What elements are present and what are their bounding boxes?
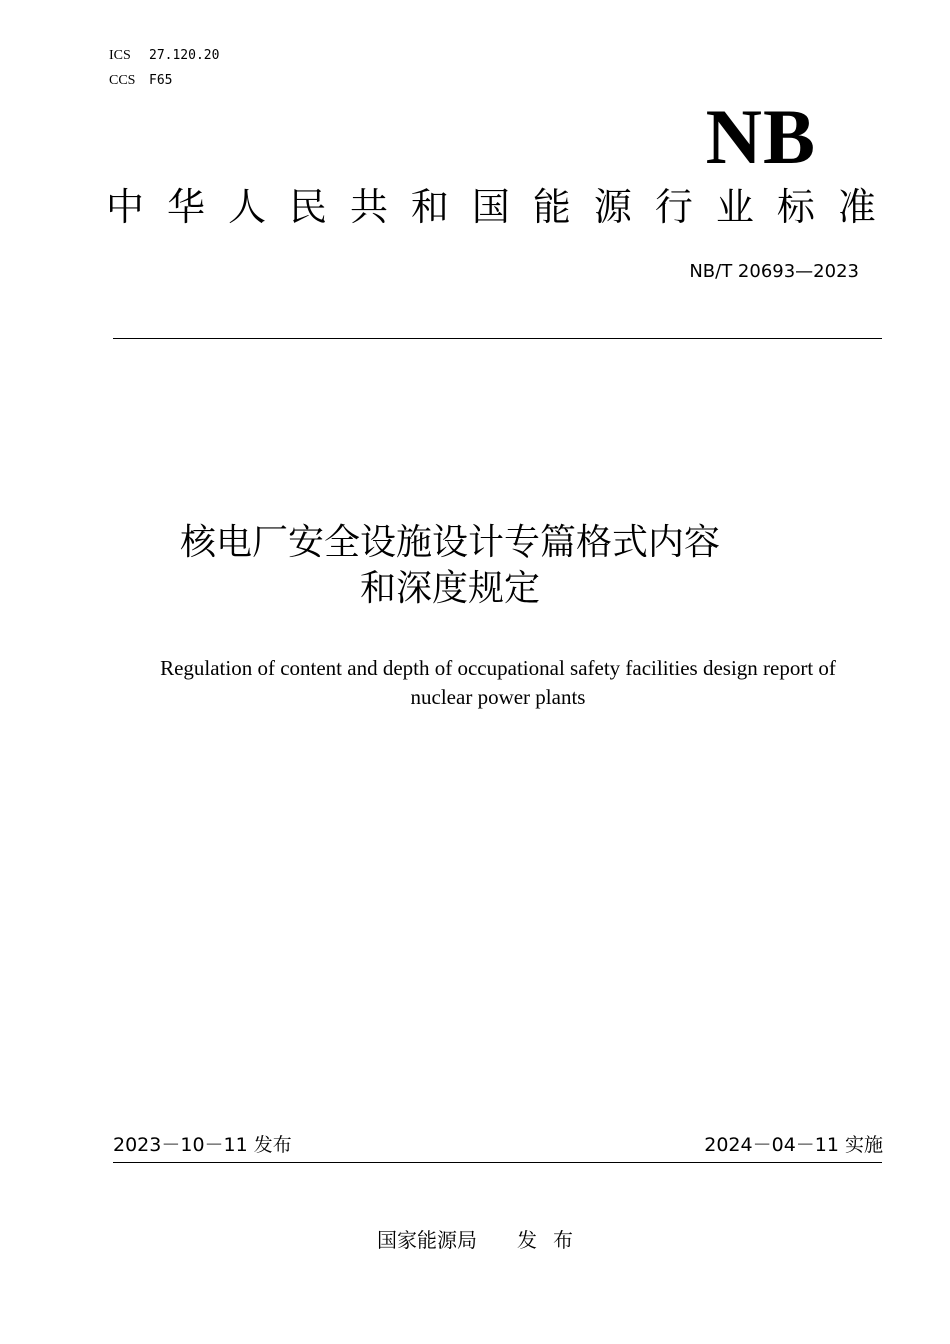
ccs-code: F65 (149, 73, 173, 88)
org-char: 和 (410, 185, 449, 229)
chinese-title-line-1: 核电厂安全设施设计专篇格式内容 (179, 522, 720, 563)
standard-number: NB/T 20693—2023 (689, 261, 859, 282)
english-title (120, 654, 876, 712)
ccs-classification (109, 71, 172, 90)
ics-code: 27.120.20 (149, 48, 220, 63)
header-divider (113, 338, 882, 339)
org-char: 华 (166, 185, 205, 229)
chinese-title (0, 520, 950, 612)
org-char: 行 (654, 185, 693, 229)
ics-classification (109, 46, 219, 65)
ccs-label: CCS (109, 73, 136, 88)
issued-label: 发布 (517, 1228, 589, 1252)
standard-organization-title (106, 184, 876, 230)
org-char: 源 (593, 185, 632, 229)
org-char: 人 (227, 185, 266, 229)
implementation-date: 2024－04－11 实施 (704, 1134, 883, 1156)
org-char: 准 (837, 185, 876, 229)
english-title-line-1: Regulation of content and depth of occupational safety facilities design report of (160, 656, 836, 680)
org-char: 标 (776, 185, 815, 229)
org-char: 民 (288, 185, 327, 229)
publisher-name: 国家能源局 (377, 1228, 477, 1252)
chinese-title-line-2: 和深度规定 (359, 568, 540, 609)
org-char: 国 (471, 185, 510, 229)
issue-date: 2023－10－11 发布 (113, 1134, 292, 1156)
ics-label: ICS (109, 48, 131, 63)
org-char: 中 (106, 185, 145, 229)
org-char: 能 (532, 185, 571, 229)
footer-divider (113, 1162, 882, 1163)
nb-logo: NB (705, 93, 816, 180)
org-char: 共 (349, 185, 388, 229)
publisher-line (0, 1226, 950, 1254)
org-char: 业 (715, 185, 754, 229)
english-title-line-2: nuclear power plants (410, 685, 586, 709)
